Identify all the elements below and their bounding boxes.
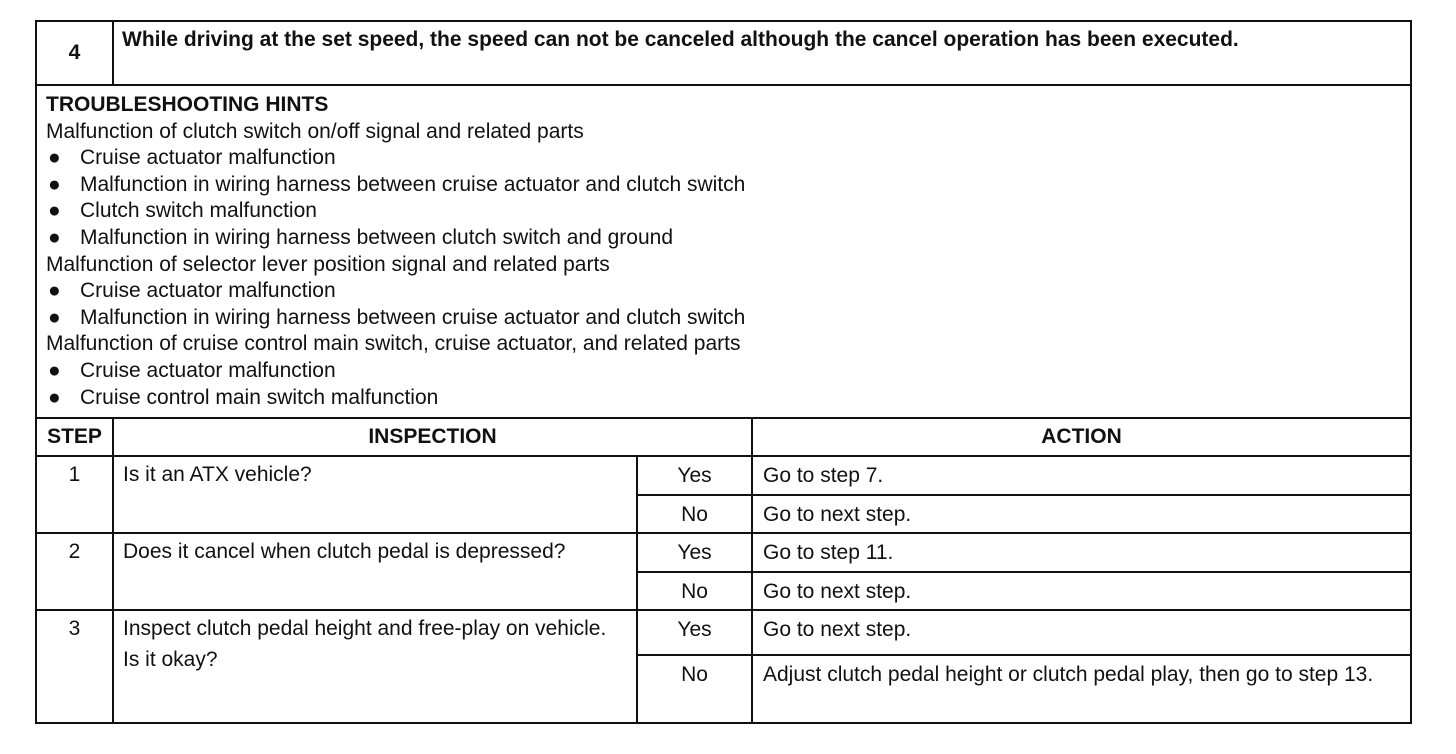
troubleshooting-hints <box>36 85 1411 418</box>
yes-action: Go to next step. <box>752 610 1411 655</box>
no-label: No <box>637 495 752 533</box>
yes-label: Yes <box>637 610 752 655</box>
no-label: No <box>637 572 752 610</box>
hint-bullet-item <box>46 172 1402 199</box>
hints-row <box>36 85 1411 418</box>
hint-bullet-text: Malfunction in wiring harness between clutch switch and ground <box>80 225 673 249</box>
bullet-icon: ● <box>48 358 61 382</box>
action-column-header: ACTION <box>752 418 1411 456</box>
no-action: Go to next step. <box>752 572 1411 610</box>
hint-bullet-item <box>46 385 1402 412</box>
inspection-question <box>113 456 637 533</box>
yes-action: Go to step 7. <box>752 456 1411 495</box>
hint-bullet-text: Cruise actuator malfunction <box>80 146 336 170</box>
step-number: 2 <box>36 533 113 610</box>
symptom-header-row <box>36 21 1411 85</box>
yes-action: Go to step 11. <box>752 533 1411 572</box>
step-row-yes <box>36 533 1411 572</box>
troubleshooting-table <box>35 20 1412 724</box>
no-label: No <box>637 655 752 723</box>
inspection-question <box>113 533 637 610</box>
no-action: Adjust clutch pedal height or clutch pedal play, then go to step 13. <box>752 655 1411 723</box>
yes-label: Yes <box>637 456 752 495</box>
yes-label: Yes <box>637 533 752 572</box>
hint-category: Malfunction of cruise control main switch, cruise actuator, and related parts <box>46 332 741 356</box>
no-action: Go to next step. <box>752 495 1411 533</box>
hint-bullet-text: Cruise actuator malfunction <box>80 358 336 382</box>
bullet-icon: ● <box>48 279 61 303</box>
bullet-icon: ● <box>48 225 61 249</box>
step-row-yes <box>36 456 1411 495</box>
hint-bullet-text: Cruise actuator malfunction <box>80 279 336 303</box>
bullet-icon: ● <box>48 305 61 329</box>
hint-bullet-item <box>46 198 1402 225</box>
steps-body <box>36 456 1411 723</box>
hint-bullet-item <box>46 305 1402 332</box>
hint-bullet-text: Malfunction in wiring harness between cruise actuator and clutch switch <box>80 172 746 196</box>
step-row-yes <box>36 610 1411 655</box>
symptom-title: While driving at the set speed, the speed can not be canceled although the cancel operation has been executed. <box>113 21 1411 85</box>
question-text: Does it cancel when clutch pedal is depressed? <box>123 540 566 564</box>
troubleshooting-document <box>35 20 1410 724</box>
question-text: Is it an ATX vehicle? <box>123 463 312 487</box>
hint-bullet-text: Clutch switch malfunction <box>80 199 317 223</box>
inspection-question <box>113 610 637 723</box>
hint-bullet-item <box>46 278 1402 305</box>
hints-list <box>46 119 1402 412</box>
hint-category: Malfunction of clutch switch on/off signal and related parts <box>46 119 584 143</box>
bullet-icon: ● <box>48 172 61 196</box>
question-text: Inspect clutch pedal height and free-play on vehicle. <box>123 617 607 641</box>
question-text: Is it okay? <box>123 648 218 672</box>
symptom-number: 4 <box>36 21 113 85</box>
column-header-row <box>36 418 1411 456</box>
hints-title: TROUBLESHOOTING HINTS <box>46 93 329 116</box>
hint-bullet-item <box>46 145 1402 172</box>
hint-bullet-item <box>46 358 1402 385</box>
bullet-icon: ● <box>48 385 61 409</box>
hint-category: Malfunction of selector lever position signal and related parts <box>46 252 610 276</box>
inspection-column-header: INSPECTION <box>113 418 752 456</box>
bullet-icon: ● <box>48 146 61 170</box>
hint-bullet-text: Cruise control main switch malfunction <box>80 385 439 409</box>
hint-bullet-text: Malfunction in wiring harness between cruise actuator and clutch switch <box>80 305 746 329</box>
step-number: 1 <box>36 456 113 533</box>
hint-bullet-item <box>46 225 1402 252</box>
bullet-icon: ● <box>48 199 61 223</box>
step-column-header: STEP <box>36 418 113 456</box>
step-number: 3 <box>36 610 113 723</box>
